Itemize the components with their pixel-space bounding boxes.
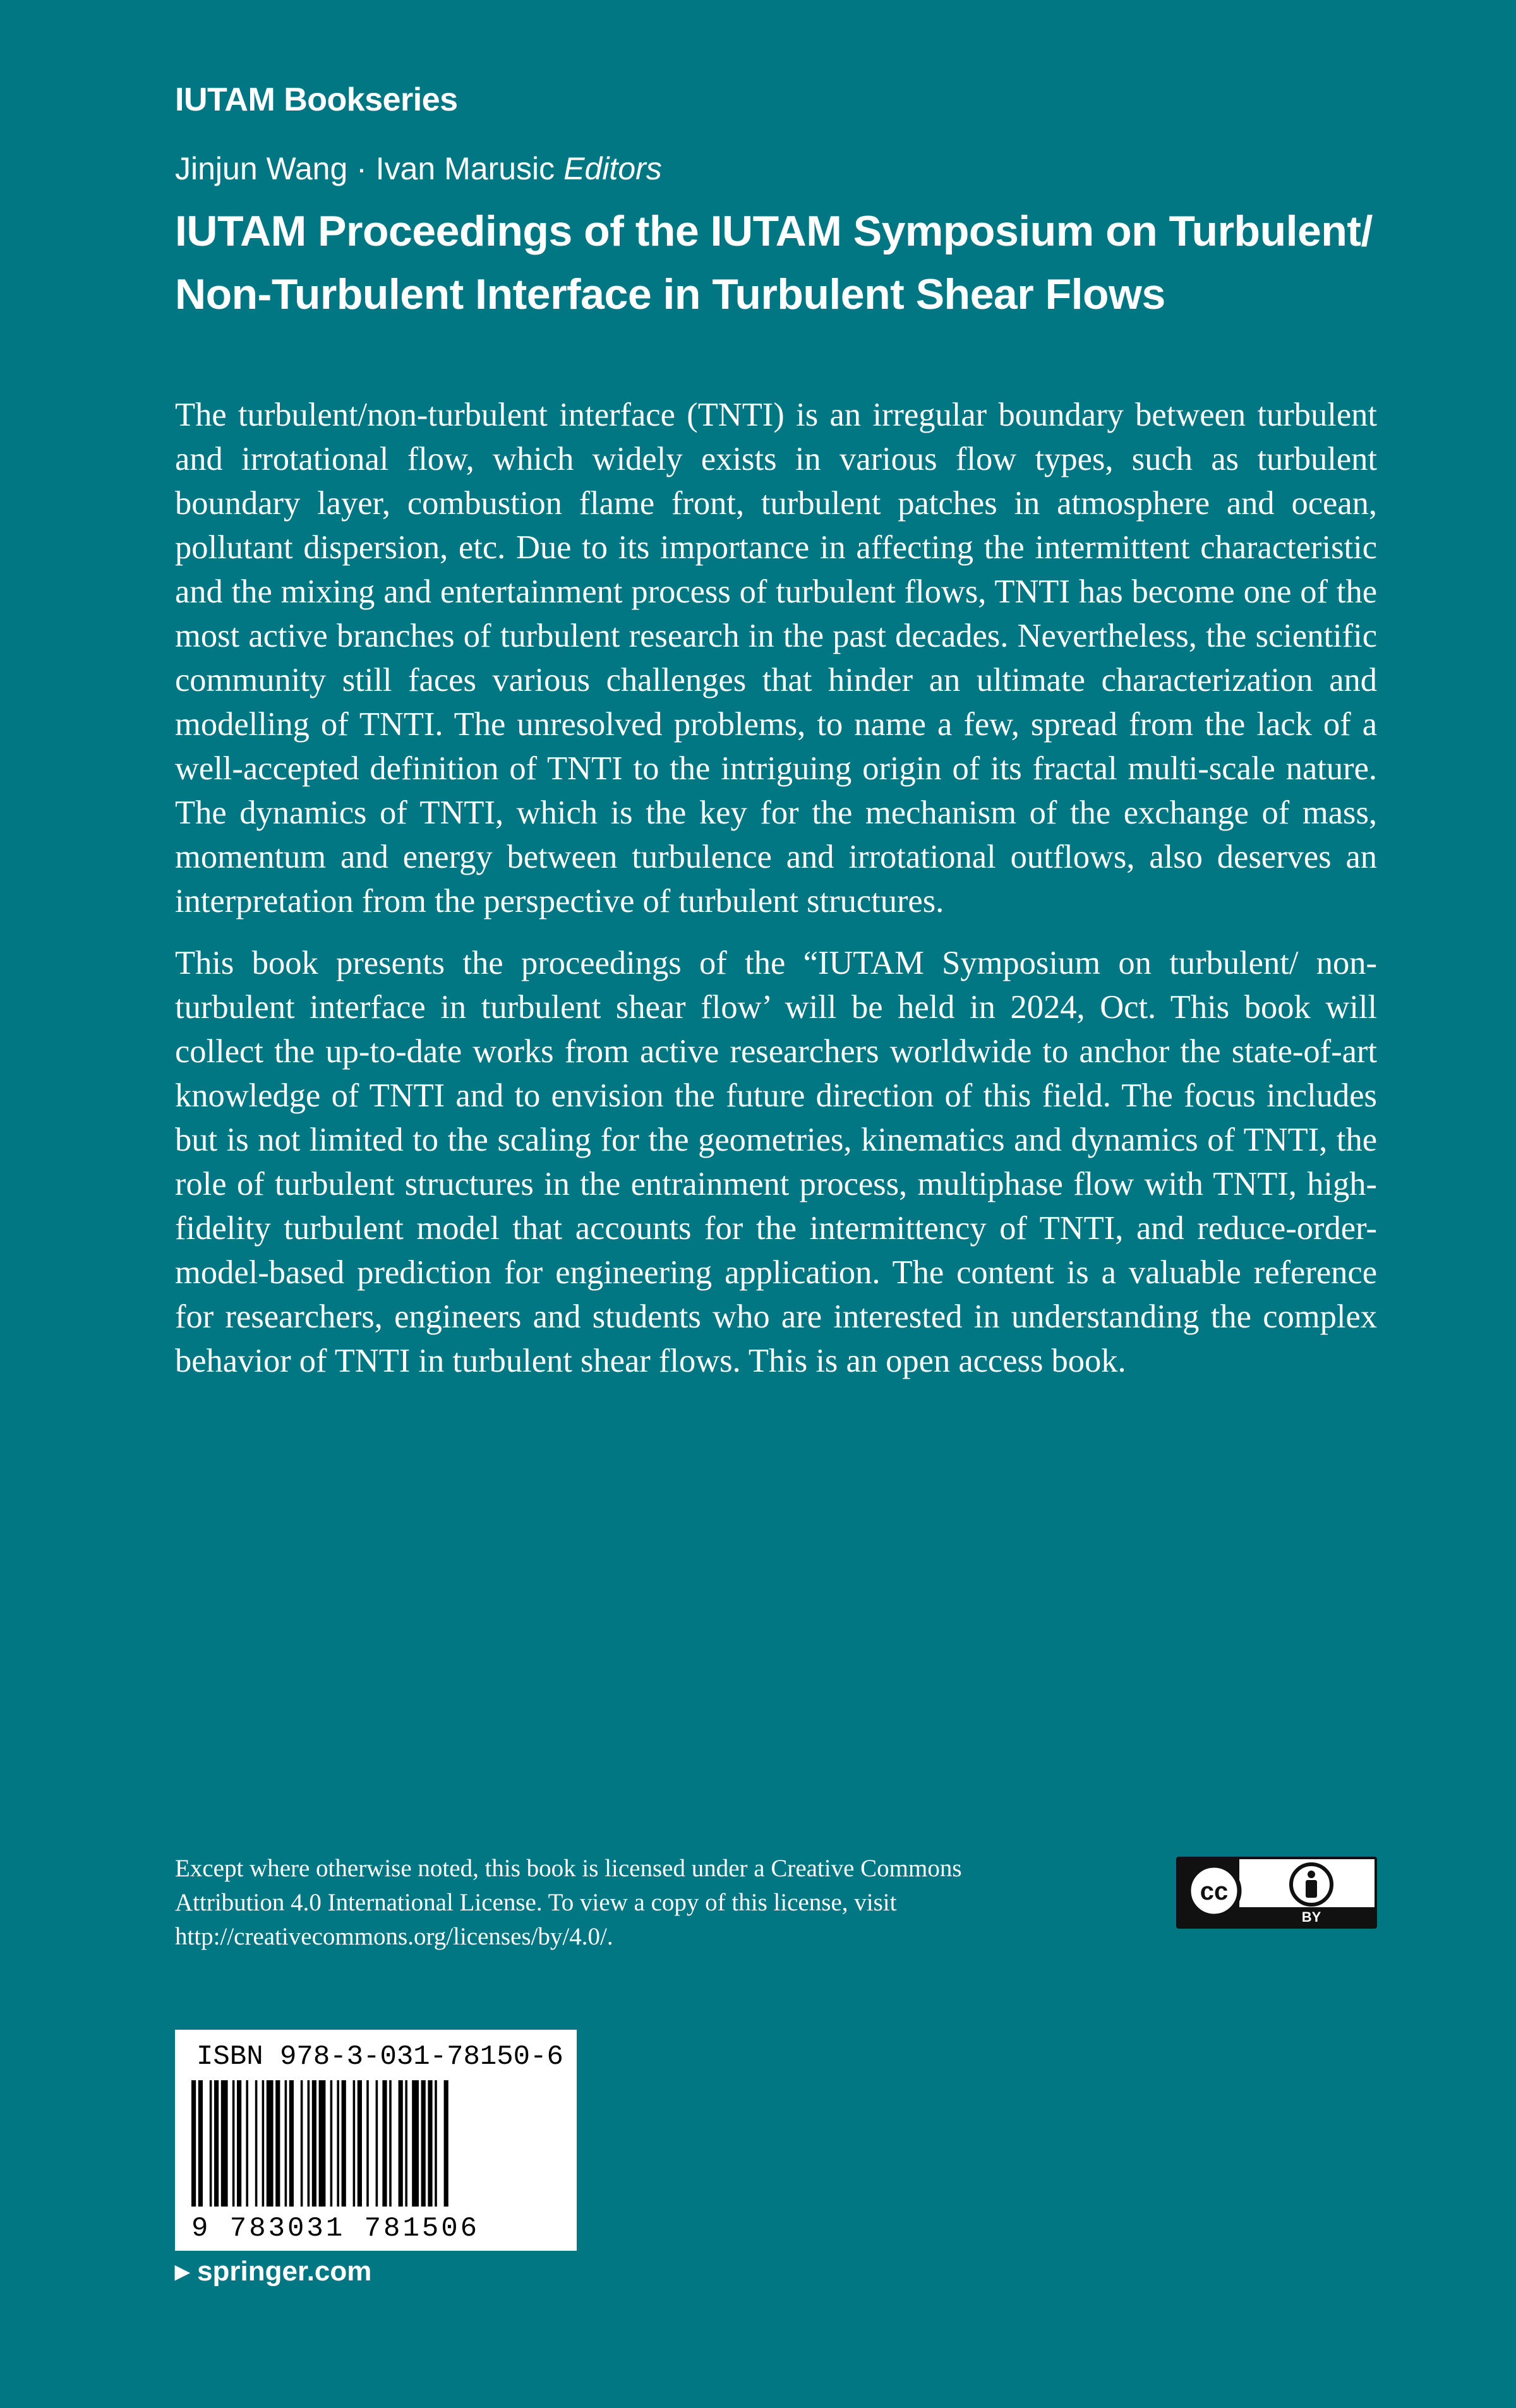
license-notice: Except where otherwise noted, this book is licensed under a Creative Commons Attribution 4.0 International License. To view a copy of this license, visit http://creativecommons.org/licenses/by/4.0/.: [175, 1855, 962, 1950]
barcode-bar: [289, 2080, 294, 2207]
book-title: [175, 200, 1375, 326]
editor-names: Jinjun Wang · Ivan Marusic: [175, 151, 555, 186]
barcode-bar: [255, 2080, 258, 2207]
cc-by-badge-graphic: [1179, 1859, 1375, 1926]
by-badge-text: BY: [1301, 1909, 1321, 1925]
blurb-paragraph-1: The turbulent/non-turbulent interface (TNTI) is an irregular boundary between turbulent and irrotational flow, which widely exists in various flow types, such as turbulent boundary layer, combustion flame front, turbulent patches in atmosphere and ocean, pollutant dispersion, etc. Due to its importance in affecting the intermittent characteristic and the mixing and entertainment process of turbulent flows, TNTI has become one of the most active branches of turbulent research in the past decades. Nevertheless, the scientific community still faces various challenges that hinder an ultimate characterization and modelling of TNTI. The unresolved problems, to name a few, spread from the lack of a well-accepted definition of TNTI to the intriguing origin of its fractal multi-scale nature. The dynamics of TNTI, which is the key for the mechanism of the exchange of mass, momentum and energy between turbulence and irrotational outflows, also deserves an interpretation from the perspective of turbulent structures.: [175, 397, 1377, 919]
barcode-bar: [312, 2080, 316, 2207]
barcode-bar: [246, 2080, 248, 2207]
series-name: IUTAM Bookseries: [175, 81, 458, 118]
barcode-bar: [191, 2080, 196, 2207]
editors-role: Editors: [563, 151, 662, 186]
editors-line: [175, 150, 662, 187]
barcode-bar: [358, 2080, 362, 2207]
barcode-bar: [301, 2080, 303, 2207]
barcode-bar: [214, 2080, 219, 2207]
barcode-bar: [330, 2080, 333, 2207]
barcode-bar: [267, 2080, 274, 2207]
barcode-bar: [232, 2080, 235, 2207]
barcode-bar: [237, 2080, 241, 2207]
publisher-website-label: springer.com: [197, 2256, 372, 2287]
barcode-bar: [366, 2080, 369, 2207]
barcode-bar: [405, 2080, 407, 2207]
barcode-bars: [191, 2080, 560, 2214]
barcode-bar: [342, 2080, 346, 2207]
barcode-bar: [389, 2080, 392, 2207]
barcode-bar: [275, 2080, 280, 2207]
barcode-bar: [382, 2080, 387, 2207]
publisher-website[interactable]: [175, 2256, 371, 2287]
barcode-bar: [285, 2080, 287, 2207]
isbn-barcode-box: [175, 2030, 577, 2251]
barcode-bar: [210, 2080, 212, 2207]
barcode-bar: [435, 2080, 437, 2207]
book-title-line-2: Non-Turbulent Interface in Turbulent Shear Flows: [175, 270, 1165, 318]
barcode-bar: [428, 2080, 432, 2207]
cc-badge-text: cc: [1200, 1878, 1229, 1905]
barcode-bar: [337, 2080, 339, 2207]
barcode-bar: [319, 2080, 326, 2207]
triangle-right-icon: ▶: [175, 2261, 190, 2282]
barcode-bar: [221, 2080, 228, 2207]
barcode-bar: [308, 2080, 310, 2207]
blurb-paragraph-2: This book presents the proceedings of the “IUTAM Symposium on turbulent/ non-turbulent interface in turbulent shear flow’ will be held in 2024, Oct. This book will collect the up-to-date works from active researchers worldwide to anchor the state-of-art knowledge of TNTI and to envision the future direction of this field. The focus includes but is not limited to the scaling for the geometries, kinematics and dynamics of TNTI, the role of turbulent structures in the entrainment process, multiphase flow with TNTI, high-fidelity turbulent model that accounts for the intermittency of TNTI, and reduce-order-model-based prediction for engineering application. The content is a valuable reference for researchers, engineers and students who are interested in understanding the complex behavior of TNTI in turbulent shear flows. This is an open access book.: [175, 945, 1377, 1379]
barcode-bar: [421, 2080, 426, 2207]
barcode-bar: [444, 2080, 448, 2207]
barcode-bar: [262, 2080, 265, 2207]
barcode-digits: 9 783031 781506: [191, 2213, 480, 2244]
barcode-bar: [353, 2080, 356, 2207]
barcode-bar: [412, 2080, 419, 2207]
barcode-bar: [399, 2080, 403, 2207]
barcode-bar: [198, 2080, 203, 2207]
cc-by-badge: [1176, 1857, 1377, 1929]
creative-commons-icon: [1189, 1866, 1239, 1916]
book-title-line-1: IUTAM Proceedings of the IUTAM Symposium on Turbulent/: [175, 207, 1373, 255]
isbn-number: ISBN 978-3-031-78150-6: [196, 2041, 563, 2073]
attribution-person-icon: [1291, 1864, 1332, 1905]
barcode-bar: [376, 2080, 378, 2207]
book-blurb: [175, 393, 1377, 1401]
